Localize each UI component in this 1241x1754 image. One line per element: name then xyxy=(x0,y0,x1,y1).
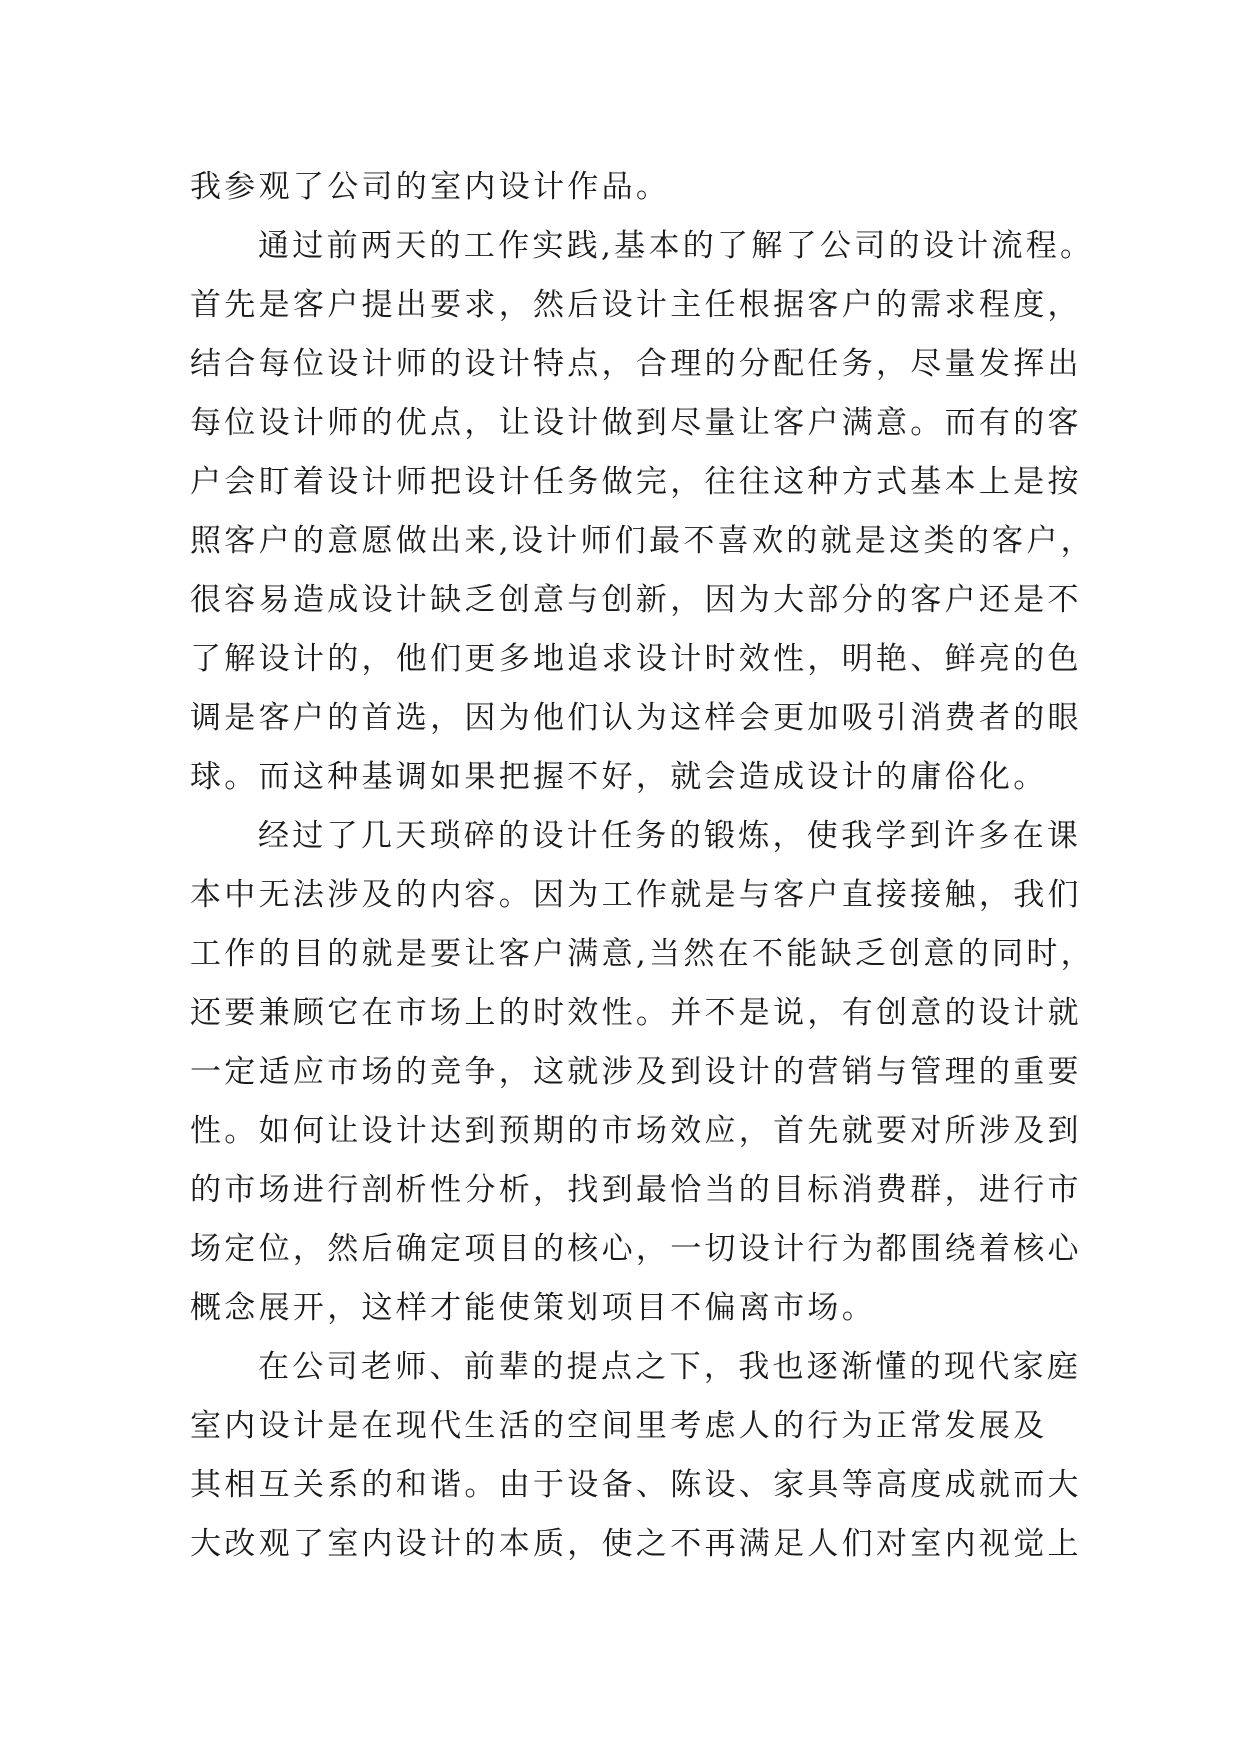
text-line: 球。而这种基调如果把握不好，就会造成设计的庸俗化。 xyxy=(190,759,1048,795)
text-line: 一定适应市场的竞争，这就涉及到设计的营销与管理的重要 xyxy=(190,1054,1082,1090)
text-line: 的市场进行剖析性分析，找到最恰当的目标消费群，进行市 xyxy=(190,1172,1082,1208)
text-line: 了解设计的，他们更多地追求设计时效性，明艳、鲜亮的色 xyxy=(190,641,1082,677)
text-line: 每位设计师的优点，让设计做到尽量让客户满意。而有的客 xyxy=(190,405,1082,441)
text-line: 很容易造成设计缺乏创意与创新，因为大部分的客户还是不 xyxy=(190,582,1082,618)
text-line: 经过了几天琐碎的设计任务的锻炼，使我学到许多在课 xyxy=(258,818,1082,854)
body-text xyxy=(190,158,1095,1574)
text-line: 室内设计是在现代生活的空间里考虑人的行为正常发展及 xyxy=(190,1408,1048,1444)
text-line: 性。如何让设计达到预期的市场效应，首先就要对所涉及到 xyxy=(190,1113,1082,1149)
text-line: 首先是客户提出要求，然后设计主任根据客户的需求程度， xyxy=(190,287,1082,323)
text-line: 大改观了室内设计的本质，使之不再满足人们对室内视觉上 xyxy=(190,1526,1082,1562)
text-line: 还要兼顾它在市场上的时效性。并不是说，有创意的设计就 xyxy=(190,995,1082,1031)
text-line: 户会盯着设计师把设计任务做完，往往这种方式基本上是按 xyxy=(190,464,1082,500)
text-line: 本中无法涉及的内容。因为工作就是与客户直接接触，我们 xyxy=(190,877,1082,913)
text-line: 在公司老师、前辈的提点之下，我也逐渐懂的现代家庭 xyxy=(258,1349,1082,1385)
text-line: 我参观了公司的室内设计作品。 xyxy=(190,169,671,205)
text-line: 调是客户的首选，因为他们认为这样会更加吸引消费者的眼 xyxy=(190,700,1082,736)
text-line: 通过前两天的工作实践,基本的了解了公司的设计流程。 xyxy=(258,228,1095,264)
text-line: 照客户的意愿做出来,设计师们最不喜欢的就是这类的客户， xyxy=(190,523,1095,559)
text-line: 其相互关系的和谐。由于设备、陈设、家具等高度成就而大 xyxy=(190,1467,1082,1503)
text-line: 工作的目的就是要让客户满意,当然在不能缺乏创意的同时， xyxy=(190,936,1095,972)
text-line: 结合每位设计师的设计特点，合理的分配任务，尽量发挥出 xyxy=(190,346,1082,382)
text-line: 概念展开，这样才能使策划项目不偏离市场。 xyxy=(190,1290,876,1326)
text-line: 场定位，然后确定项目的核心，一切设计行为都围绕着核心 xyxy=(190,1231,1082,1267)
